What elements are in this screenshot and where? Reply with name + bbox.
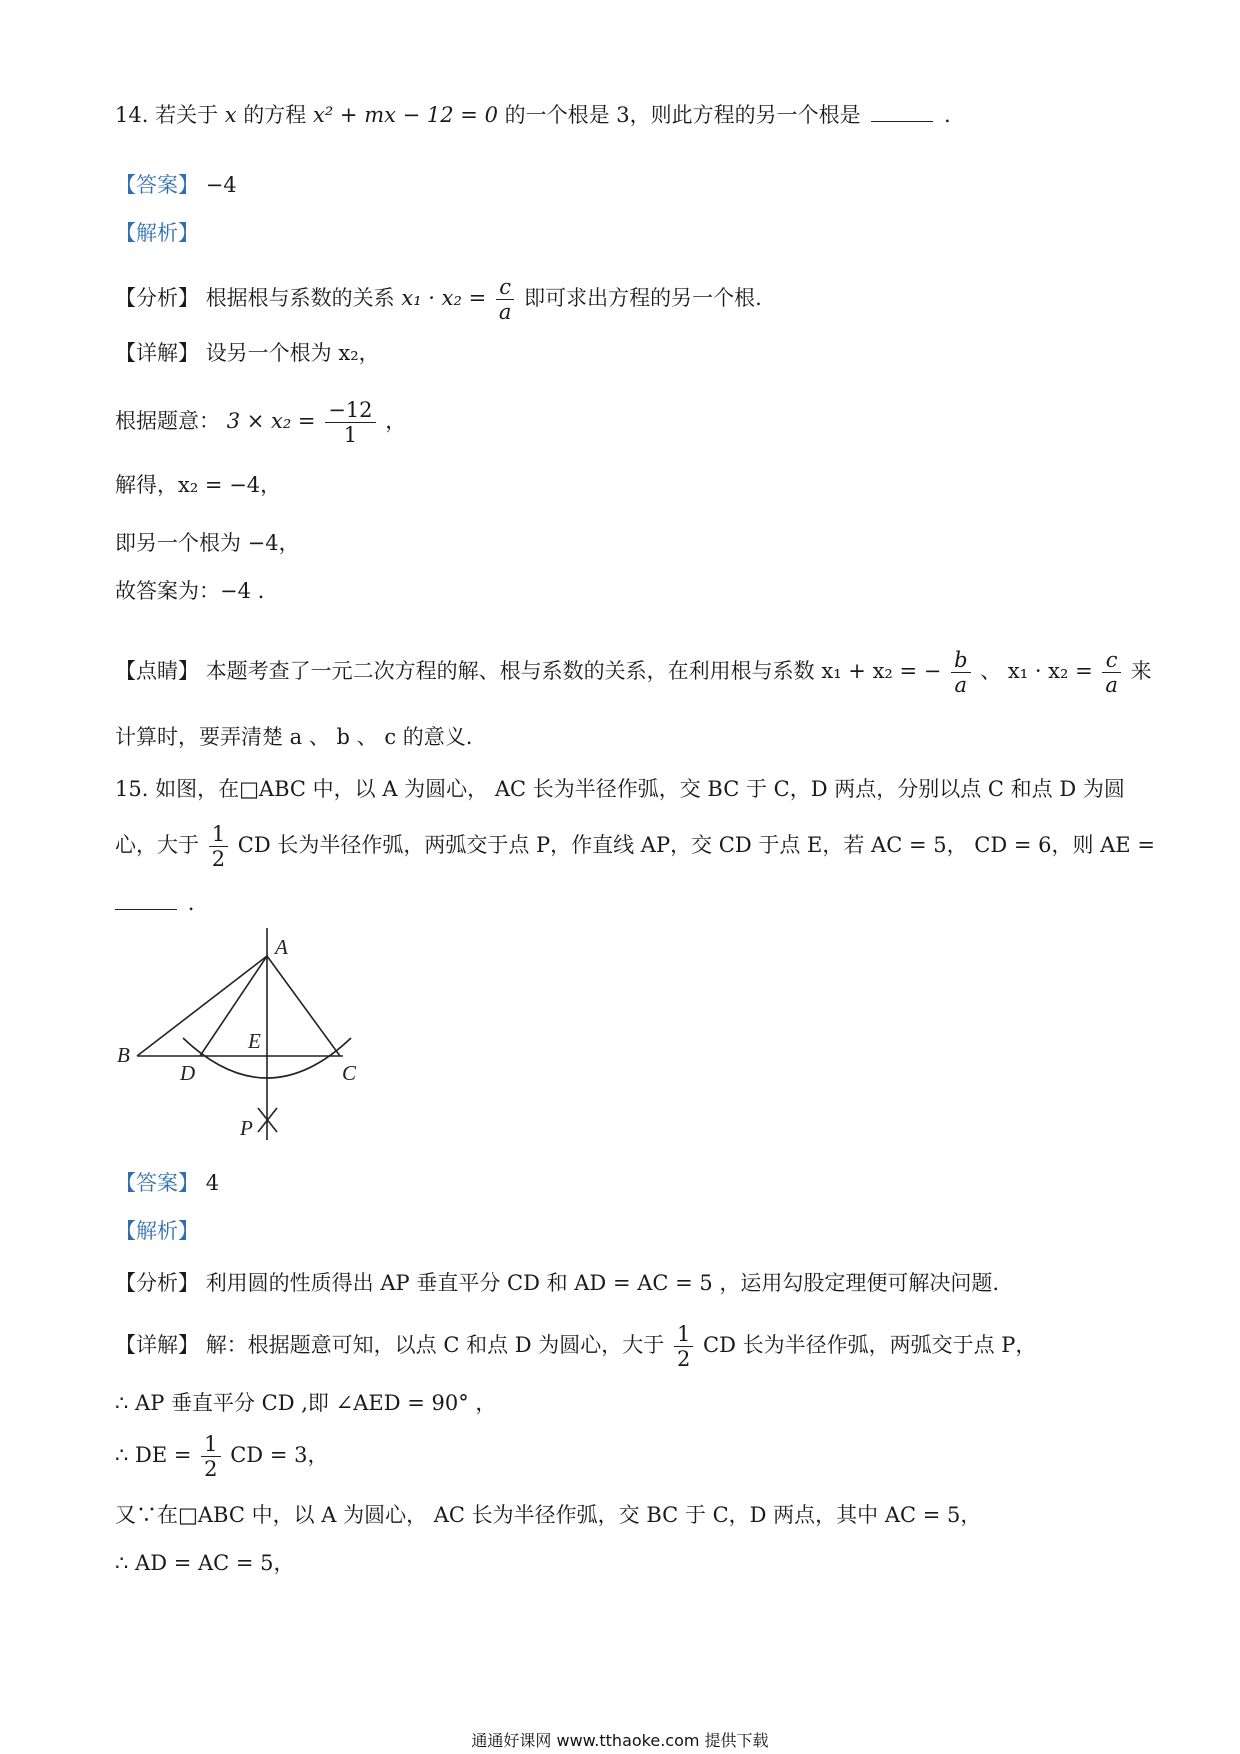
fenxi-tag: 【分析】 <box>115 1271 199 1295</box>
q14-var-x: x <box>224 103 237 127</box>
fraction-c-over-a <box>496 275 515 324</box>
fraction-denominator: 2 <box>676 1347 691 1371</box>
step-3-text: 即另一个根为 −4， <box>115 531 300 555</box>
q14-step-4 <box>115 576 264 606</box>
step-1-formula: 3 × x₂ = <box>226 409 316 433</box>
fenxi-text: 利用圆的性质得出 AP 垂直平分 CD 和 AD = AC = 5 ，运用勾股定理便可解决问题. <box>205 1271 1000 1295</box>
dianjing-text-b: 、 x₁ · x₂ = <box>980 659 1093 683</box>
label-d: D <box>180 1061 196 1085</box>
fraction-minus12-over-1 <box>325 398 375 447</box>
fenxi-tag: 【分析】 <box>115 286 199 310</box>
q15-xiangjie <box>115 1322 1036 1371</box>
step-1-label: 根据题意： <box>115 409 220 433</box>
fraction-denominator: 2 <box>211 847 226 871</box>
q15-line-3-end: . <box>187 891 195 915</box>
geometry-figure <box>115 928 375 1158</box>
fraction-numerator: b <box>951 648 970 673</box>
q15-step-3 <box>115 1500 981 1530</box>
step-3-text: 又∵在□ABC 中，以 A 为圆心， AC 长为半径作弧，交 BC 于 C，D 两点，其中 AC = 5， <box>115 1503 982 1527</box>
fraction-denominator: 2 <box>204 1457 218 1481</box>
fraction-numerator: −12 <box>325 398 375 423</box>
q15-line-2-b: CD 长为半径作弧，两弧交于点 P，作直线 AP，交 CD 于点 E，若 AC = 5， CD = 6，则 AE = <box>237 833 1155 857</box>
q14-mid: 的方程 <box>243 103 307 127</box>
q14-step-3 <box>115 528 300 558</box>
q15-step-1 <box>115 1388 496 1418</box>
fenxi-formula: x₁ · x₂ = <box>401 286 487 310</box>
q14-fenxi <box>115 275 762 324</box>
q14-analysis-heading <box>115 218 199 248</box>
xiangjie-text: 设另一个根为 x₂， <box>205 341 380 365</box>
fraction-numerator: 1 <box>201 1432 220 1457</box>
label-a: A <box>275 935 288 959</box>
answer-tag: 【答案】 <box>115 1171 199 1195</box>
q14-period: . <box>944 103 951 127</box>
q14-xiangjie <box>115 338 380 368</box>
q14-dianjing <box>115 648 1152 697</box>
q15-step-2 <box>115 1432 328 1481</box>
answer-blank <box>871 101 933 122</box>
answer-value: −4 <box>205 173 237 197</box>
q14-suffix: 的一个根是 3，则此方程的另一个根是 <box>504 103 861 127</box>
fraction-b-over-a <box>951 648 970 697</box>
analysis-tag: 【解析】 <box>115 221 199 245</box>
question-15-line-3 <box>115 888 194 918</box>
q15-fenxi <box>115 1268 999 1298</box>
fraction-denominator: a <box>1105 673 1118 697</box>
q14-step-1 <box>115 398 406 447</box>
step-1-text: ∴ AP 垂直平分 CD ,即 ∠AED = 90° ， <box>115 1391 497 1415</box>
analysis-tag: 【解析】 <box>115 1219 199 1243</box>
fraction-one-half <box>674 1322 693 1371</box>
fraction-denominator: a <box>954 673 968 697</box>
fraction-numerator: c <box>496 275 515 300</box>
q15-analysis-heading <box>115 1216 199 1246</box>
q14-answer <box>115 170 237 200</box>
question-15-line-2 <box>115 822 1155 871</box>
label-e: E <box>248 1029 261 1053</box>
step-4-text: ∴ AD = AC = 5， <box>115 1551 295 1575</box>
label-p: P <box>240 1116 253 1140</box>
page-footer <box>0 1728 1240 1751</box>
answer-blank <box>115 889 177 910</box>
segment-ac <box>267 956 340 1056</box>
fenxi-text-b: 即可求出方程的另一个根. <box>524 286 762 310</box>
answer-tag: 【答案】 <box>115 173 199 197</box>
step-4-text: 故答案为：−4 . <box>115 579 265 603</box>
q14-equation: x² + mx − 12 = 0 <box>312 103 498 127</box>
xiangjie-tag: 【详解】 <box>115 1333 199 1357</box>
fraction-numerator: 1 <box>674 1322 693 1347</box>
q14-step-2 <box>115 470 281 500</box>
fraction-numerator: c <box>1102 648 1121 673</box>
q14-dianjing-line-2 <box>115 722 472 752</box>
fraction-one-half <box>209 822 228 871</box>
label-c: C <box>342 1061 357 1085</box>
answer-value: 4 <box>205 1171 220 1195</box>
step-2-b: CD = 3， <box>230 1443 329 1467</box>
xiangjie-text-a: 解：根据题意可知，以点 C 和点 D 为圆心，大于 <box>205 1333 665 1357</box>
footer-text: 通通好课网 www.tthaoke.com 提供下载 <box>471 1731 769 1750</box>
dianjing-tag: 【点睛】 <box>115 659 199 683</box>
q15-line-1-text: 15. 如图，在□ABC 中，以 A 为圆心， AC 长为半径作弧，交 BC 于 C，D 两点，分别以点 C 和点 D 为圆 <box>115 777 1125 801</box>
step-2-text: 解得，x₂ = −4， <box>115 473 282 497</box>
dianjing-text-c: 来 <box>1130 659 1152 683</box>
fenxi-text-a: 根据根与系数的关系 <box>205 286 402 310</box>
step-2-a: ∴ DE = <box>115 1443 192 1467</box>
fraction-c-over-a <box>1102 648 1121 697</box>
q15-line-2-a: 心，大于 <box>115 833 199 857</box>
q15-step-4 <box>115 1548 295 1578</box>
q15-answer <box>115 1168 219 1198</box>
xiangjie-text-b: CD 长为半径作弧，两弧交于点 P， <box>703 1333 1037 1357</box>
fraction-denominator: 1 <box>343 423 358 447</box>
label-b: B <box>117 1043 130 1067</box>
q14-prefix: 14. 若关于 <box>115 103 219 127</box>
question-15-line-1 <box>115 774 1125 804</box>
question-14 <box>115 100 951 130</box>
dianjing-line-2-text: 计算时，要弄清楚 a 、 b 、 c 的意义. <box>115 725 473 749</box>
fraction-one-half <box>201 1432 220 1481</box>
step-1-end: ， <box>385 409 407 433</box>
dianjing-text-a: 本题考查了一元二次方程的解、根与系数的关系，在利用根与系数 x₁ + x₂ = − <box>205 659 942 683</box>
xiangjie-tag: 【详解】 <box>115 341 199 365</box>
fraction-denominator: a <box>498 300 512 324</box>
fraction-numerator: 1 <box>209 822 228 847</box>
